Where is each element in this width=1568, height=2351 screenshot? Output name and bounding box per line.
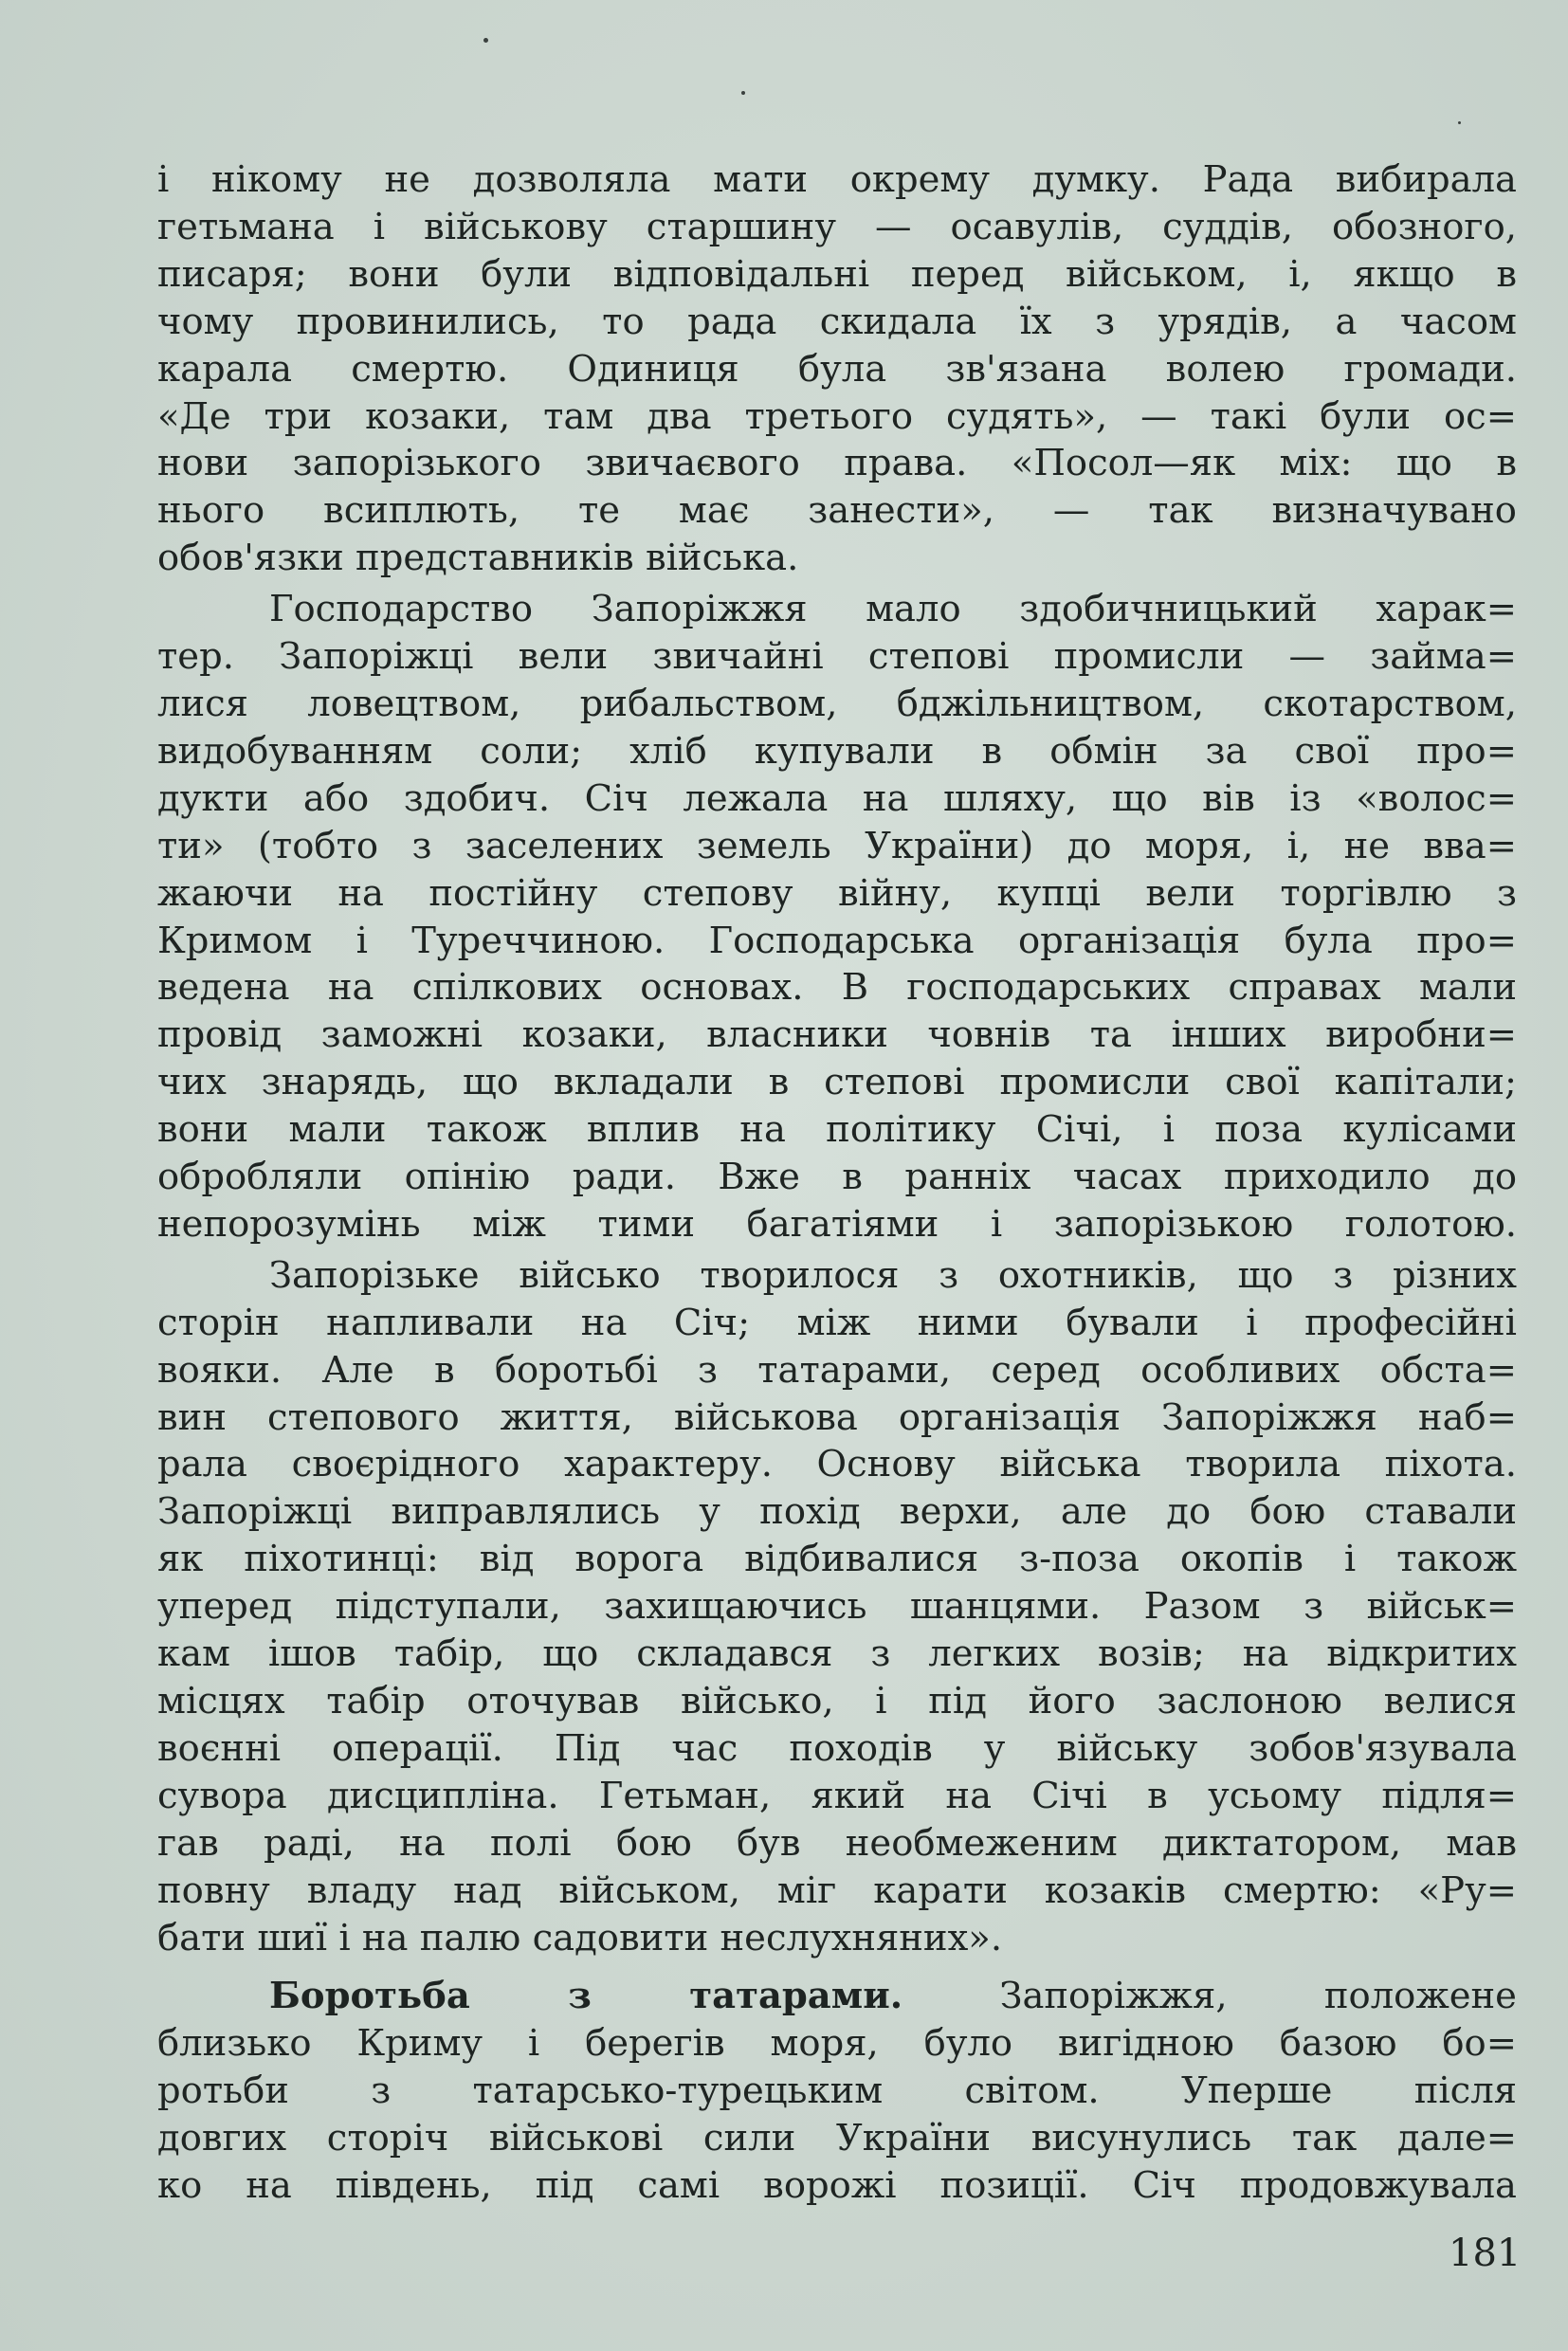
text-line: сувора дисципліна. Гетьман, який на Січі в усьому підля= <box>157 1774 1517 1817</box>
text-line: повну владу над військом, міг карати козаків смертю: «Ру= <box>157 1868 1517 1912</box>
text-line: сторін напливали на Січ; між ними бували і професійні <box>157 1301 1517 1344</box>
paragraph-4 <box>157 1973 1517 2210</box>
paragraph-1 <box>157 156 1517 582</box>
page-number: 181 <box>1449 2232 1522 2275</box>
print-speck <box>741 91 745 95</box>
text-line: ротьби з татарсько-турецьким світом. Уперше після <box>157 2069 1517 2113</box>
text-line: нови запорізького звичаєвого права. «Посол—як міх: що в <box>157 442 1517 485</box>
paragraph-2 <box>157 586 1517 1248</box>
text-line: провід заможні козаки, власники човнів та інших виробни= <box>157 1013 1517 1057</box>
text-line: ведена на спілкових основах. В господарських справах мали <box>157 966 1517 1010</box>
text-line: писаря; вони були відповідальні перед військом, і, якщо в <box>157 252 1517 296</box>
text-line: як піхотинці: від ворога відбивалися з-поза окопів і також <box>157 1538 1517 1581</box>
print-speck <box>483 38 488 43</box>
text-line: кам ішов табір, що складався з легких возів; на відкритих <box>157 1632 1517 1676</box>
text-line: бати шиї і на палю садовити неслухняних». <box>157 1916 1003 1959</box>
text-line: Запоріжці виправлялись у похід верхи, але до бою ставали <box>157 1490 1517 1534</box>
text-line: і нікому не дозволяла мати окрему думку. Рада вибирала <box>157 158 1517 201</box>
body-text <box>157 156 1517 2210</box>
text-line: чому провинились, то рада скидала їх з урядів, а часом <box>157 300 1517 343</box>
paragraph-3 <box>157 1252 1517 1962</box>
text-line: гетьмана і військову старшину — осавулів, суддів, обозного, <box>157 205 1517 248</box>
text-line: ко на південь, під самі ворожі позиції. Січ продовжувала <box>157 2164 1517 2208</box>
text-line: непорозумінь між тими багатіями і запорізькою голотою. <box>157 1202 1517 1246</box>
text-line: Запорізьке військо творилося з охотників, що з різних <box>269 1253 1517 1297</box>
text-line: Кримом і Туреччиною. Господарська організація була про= <box>157 919 1517 962</box>
text-line: обов'язки представників війська. <box>157 537 799 580</box>
text-line: чих знарядь, що вкладали в степові промисли свої капітали; <box>157 1061 1517 1104</box>
text-line: обробляли опінію ради. Вже в ранніх часах приходило до <box>157 1156 1517 1199</box>
text-line: ти» (тобто з заселених земель України) до моря, і, не вва= <box>157 824 1517 867</box>
text-line: карала смертю. Одиниця була зв'язана волею громади. <box>157 347 1517 391</box>
text-line: місцях табір оточував військо, і під його заслоною велися <box>157 1680 1517 1722</box>
heading-line-rest: Запоріжжя, положене <box>999 1975 1517 2018</box>
print-speck <box>1458 121 1461 124</box>
text-line: вин степового життя, військова організація Запоріжжя наб= <box>157 1395 1517 1439</box>
text-line: дукти або здобич. Січ лежала на шляху, що вів із «волос= <box>157 776 1517 820</box>
text-line: близько Криму і берегів моря, було вигідною базою бо= <box>157 2022 1517 2066</box>
text-line: лися ловецтвом, рибальством, бджільництвом, скотарством, <box>157 682 1517 725</box>
text-line: жаючи на постійну степову війну, купці вели торгівлю з <box>157 871 1517 915</box>
text-line: воєнні операції. Під час походів у війську зобов'язувала <box>157 1726 1517 1770</box>
text-line: рала своєрідного характеру. Основу війська творила піхота. <box>157 1443 1517 1486</box>
text-line: тер. Запоріжці вели звичайні степові промисли — займа= <box>157 635 1517 679</box>
text-line: «Де три козаки, там два третього судять», — такі були ос= <box>157 394 1517 438</box>
section-heading: Боротьба з татарами. <box>269 1975 903 2018</box>
text-line: Господарство Запоріжжя мало здобичницький харак= <box>269 588 1517 631</box>
text-line: уперед підступали, захищаючись шанцями. Разом з військ= <box>157 1585 1517 1629</box>
text-line: вони мали також вплив на політику Січі, і поза кулісами <box>157 1108 1517 1152</box>
text-line: довгих сторіч військові сили України висунулись так дале= <box>157 2117 1517 2160</box>
text-line: гав раді, на полі бою був необмеженим диктатором, мав <box>157 1821 1517 1865</box>
text-line: видобуванням соли; хліб купували в обмін за свої про= <box>157 729 1517 773</box>
text-line: вояки. Але в боротьбі з татарами, серед особливих обста= <box>157 1348 1517 1392</box>
text-line <box>157 1973 1517 2020</box>
text-line: нього всиплють, те має занести», — так визначувано <box>157 489 1517 533</box>
